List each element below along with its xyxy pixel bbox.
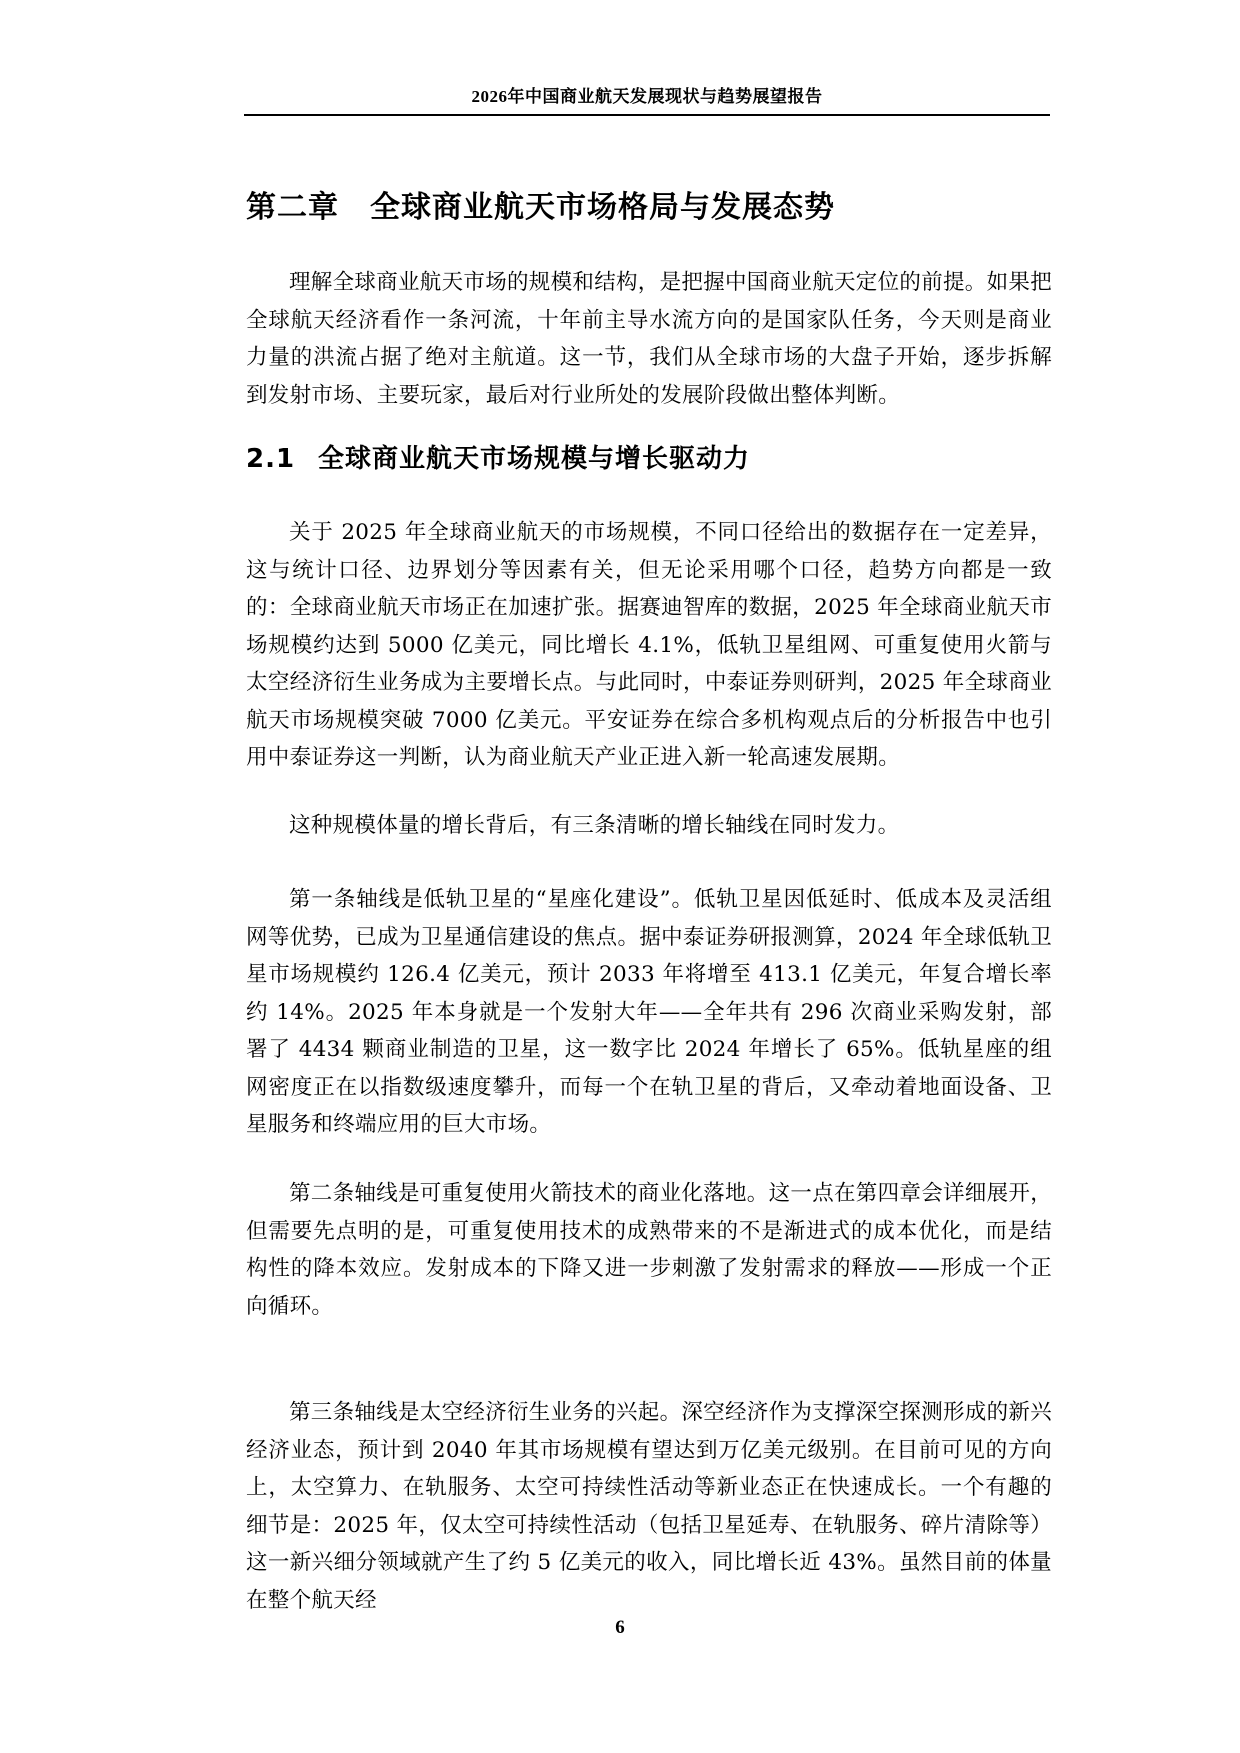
paragraph-axis-two: 第二条轴线是可重复使用火箭技术的商业化落地。这一点在第四章会详细展开，但需要先点明的是，可重复使用技术的成熟带来的不是渐进式的成本优化，而是结构性的降本效应。发射成本的下降又进一步刺激了发射需求的释放——形成一个正向循环。 xyxy=(246,1181,1053,1319)
page-number: 6 xyxy=(615,1617,625,1638)
running-header: 2026年中国商业航天发展现状与趋势展望报告 xyxy=(471,87,823,106)
section-number: 2.1 xyxy=(246,444,296,474)
section-heading xyxy=(246,442,1050,476)
paragraph-axis-three: 第三条轴线是太空经济衍生业务的兴起。深空经济作为支撑深空探测形成的新兴经济业态，预计到 2040 年其市场规模有望达到万亿美元级别。在目前可见的方向上，太空算力、在轨服务、太空可持续性活动等新业态正在快速成长。一个有趣的细节是：2025 年，仅太空可持续性活动（包括卫星延寿、在轨服务、碎片清除等）这一新兴细分领域就产生了约 5 亿美元的收入，同比增长近 43%。虽然目前的体量在整个航天经 xyxy=(246,1400,1053,1613)
paragraph-growth-axes: 这种规模体量的增长背后，有三条清晰的增长轴线在同时发力。 xyxy=(289,813,900,838)
paragraph-market-size: 关于 2025 年全球商业航天的市场规模，不同口径给出的数据存在一定差异，这与统计口径、边界划分等因素有关，但无论采用哪个口径，趋势方向都是一致的：全球商业航天市场正在加速扩张。据赛迪智库的数据，2025 年全球商业航天市场规模约达到 5000 亿美元，同比增长 4.1%，低轨卫星组网、可重复使用火箭与太空经济衍生业务成为主要增长点。与此同时，中泰证券则研判，2025 年全球商业航天市场规模突破 7000 亿美元。平安证券在综合多机构观点后的分析报告中也引用中泰证券这一判断，认为商业航天产业正进入新一轮高速发展期。 xyxy=(246,520,1052,770)
chapter-title: 第二章 全球商业航天市场格局与发展态势 xyxy=(246,190,835,225)
header-rule xyxy=(244,114,1050,116)
paragraph-axis-one: 第一条轴线是低轨卫星的“星座化建设”。低轨卫星因低延时、低成本及灵活组网等优势，已成为卫星通信建设的焦点。据中泰证券研报测算，2024 年全球低轨卫星市场规模约 126.4 亿美元，预计 2033 年将增至 413.1 亿美元，年复合增长率约 14%。2025 年本身就是一个发射大年——全年共有 296 次商业采购发射，部署了 4434 颗商业制造的卫星，这一数字比 2024 年增长了 65%。低轨星座的组网密度正在以指数级速度攀升，而每一个在轨卫星的背后，又牵动着地面设备、卫星服务和终端应用的巨大市场。 xyxy=(246,887,1052,1137)
section-title: 全球商业航天市场规模与增长驱动力 xyxy=(318,444,751,474)
paragraph-intro: 理解全球商业航天市场的规模和结构，是把握中国商业航天定位的前提。如果把全球航天经济看作一条河流，十年前主导水流方向的是国家队任务，今天则是商业力量的洪流占据了绝对主航道。这一节，我们从全球市场的大盘子开始，逐步拆解到发射市场、主要玩家，最后对行业所处的发展阶段做出整体判断。 xyxy=(246,270,1053,408)
